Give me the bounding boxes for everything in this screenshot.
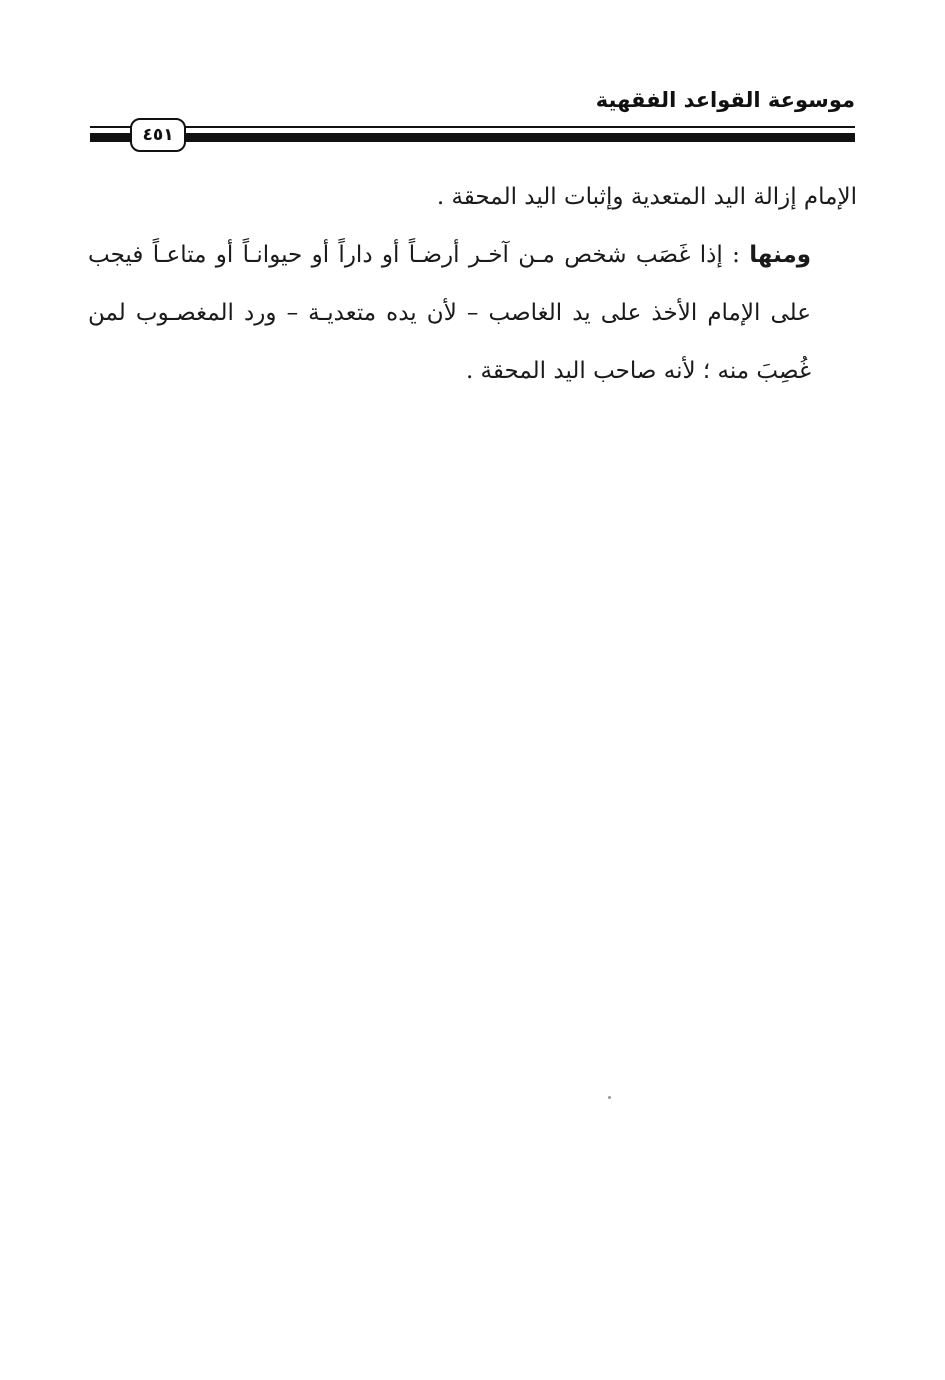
paragraph-text: : إذا غَصَب شخص مـن آخـر أرضـاً أو داراً أو حيوانـاً أو متاعـاً فيجب على الإمام الأخذ على يد الغاصب – لأن يده متعديـة – ورد المغصـوب لمن غُصِبَ منه ؛ لأنه صاحب اليد المحقة . <box>88 242 811 384</box>
page-number: ٤٥١ <box>130 118 186 152</box>
running-title: موسوعة القواعد الفقهية <box>595 88 855 112</box>
page-body <box>88 168 857 400</box>
header-thin-rule <box>90 126 855 128</box>
scan-speck <box>608 1096 611 1099</box>
paragraph-lead-word: ومنها <box>749 242 811 268</box>
paragraph <box>88 226 857 400</box>
paragraph-continuation: الإمام إزالة اليد المتعدية وإثبات اليد المحقة . <box>436 184 857 210</box>
header-thick-rule <box>90 133 855 142</box>
